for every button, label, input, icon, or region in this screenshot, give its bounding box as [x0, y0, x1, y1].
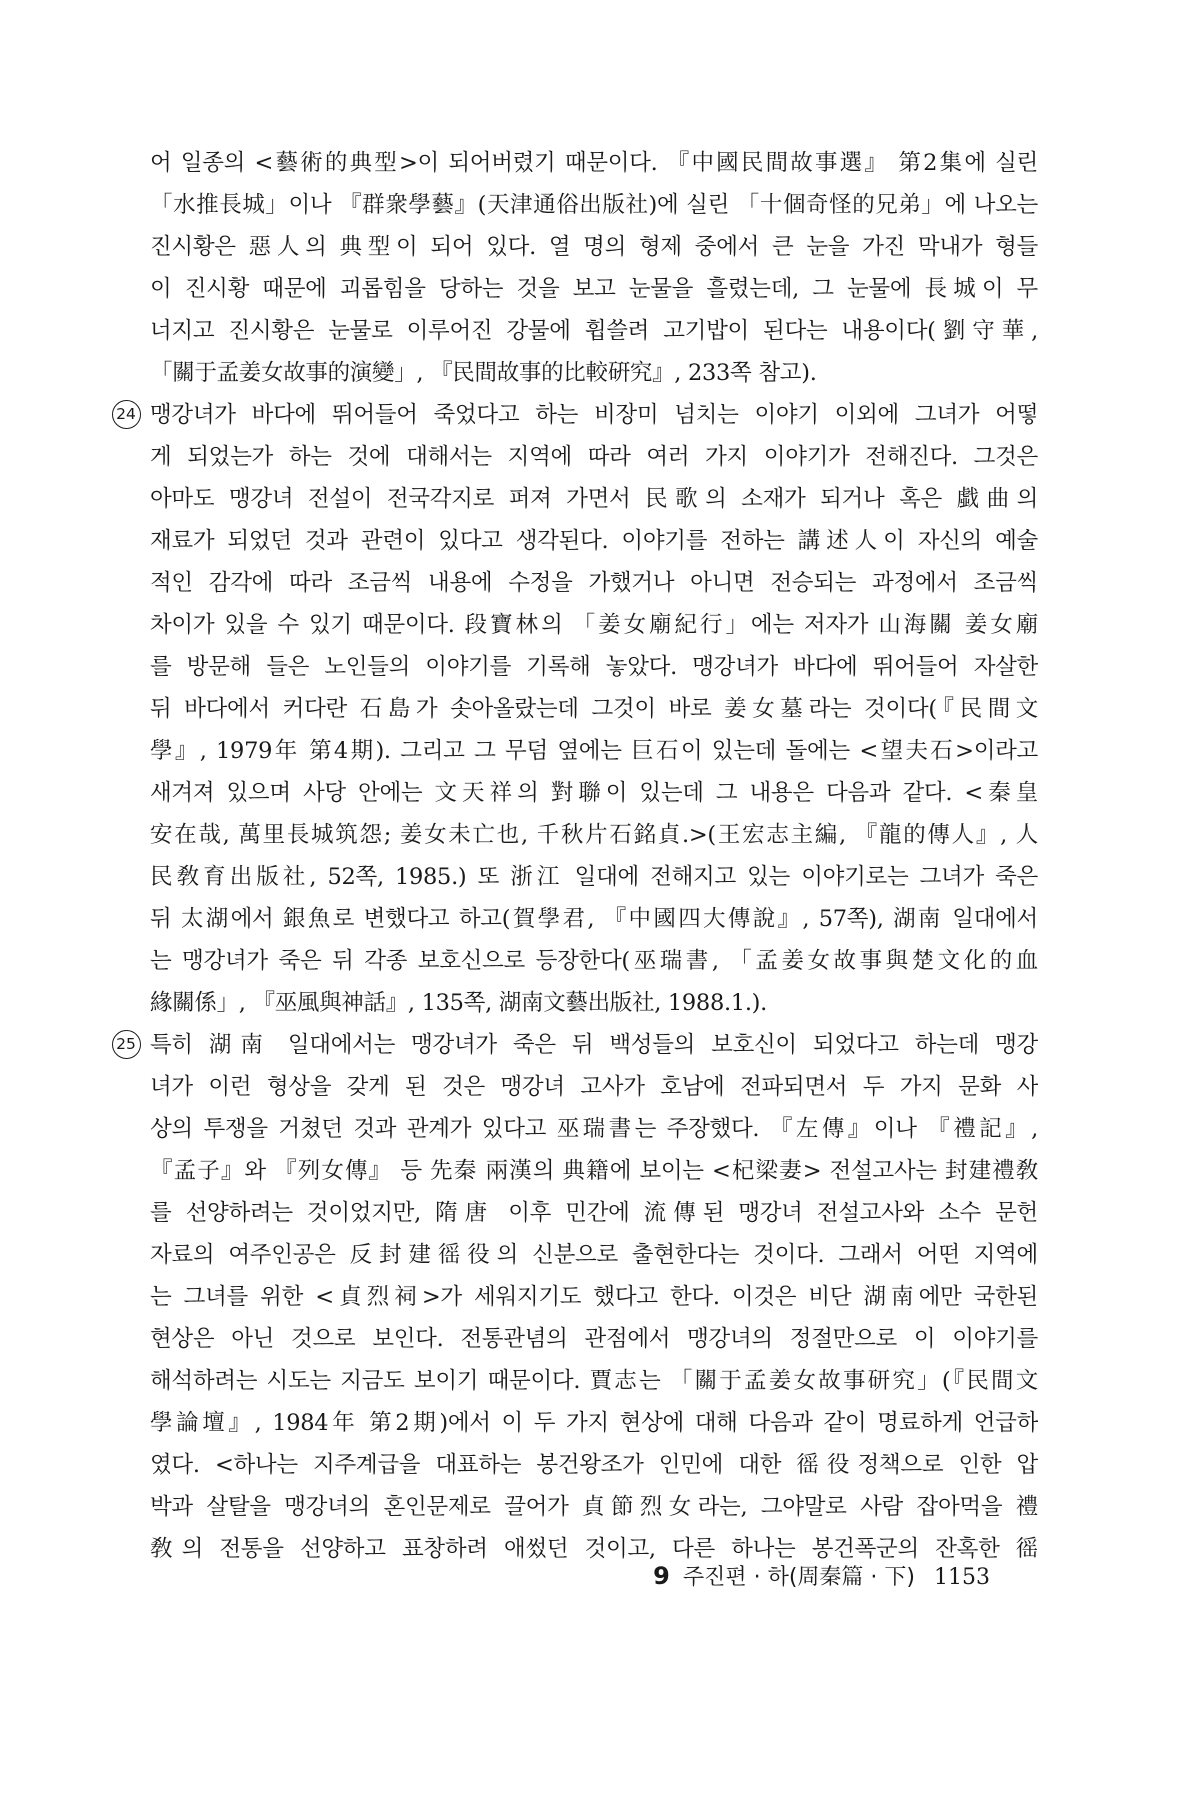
text-line: 緣關係」, 『巫風與神話』, 135쪽, 湖南文藝出版社, 1988.1.). — [150, 990, 768, 1016]
text-line: 安在哉, 萬里長城筑怨; 姜女未亡也, 千秋片石銘貞.>(王宏志主編, 『龍的傳人』, 人 — [150, 822, 1038, 848]
text-line: 였다. <하나는 지주계급을 대표하는 봉건왕조가 인민에 대한 徭役정책으로 인한 압 — [150, 1452, 1038, 1478]
text-line: 재료가 되었던 것과 관련이 있다고 생각된다. 이야기를 전하는 講述人이 자신의 예술 — [150, 528, 1038, 554]
note-number-25 — [110, 1024, 142, 1066]
text-line: 박과 살탈을 맹강녀의 혼인문제로 끌어가 貞節烈女라는, 그야말로 사람 잡아먹을 禮 — [150, 1494, 1038, 1520]
text-line: 어 일종의 <藝術的典型>이 되어버렸기 때문이다. 『中國民間故事選』 第2集에 실린 — [150, 150, 1038, 176]
text-line: 學』, 1979年 第4期). 그리고 그 무덤 옆에는 巨石이 있는데 돌에는 <望夫石>이라고 — [150, 738, 1038, 764]
text-line: 「水推長城」이나 『群衆學藝』(天津通俗出版社)에 실린 「十個奇怪的兄弟」에 나오는 — [150, 192, 1038, 218]
continued-note — [150, 142, 1038, 394]
text-line: 民敎育出版社, 52쪽, 1985.) 또 浙江 일대에 전해지고 있는 이야기로는 그녀가 죽은 — [150, 864, 1038, 890]
note-number-24 — [110, 394, 142, 436]
text-line: 맹강녀가 바다에 뛰어들어 죽었다고 하는 비장미 넘치는 이야기 이외에 그녀가 어떻 — [150, 402, 1038, 428]
chapter-title: 주진편 · 하(周秦篇 · 下) — [682, 1565, 915, 1590]
text-line: 는 그녀를 위한 <貞烈祠>가 세워지기도 했다고 한다. 이것은 비단 湖南에만 국한된 — [150, 1284, 1038, 1310]
text-line: 상의 투쟁을 거쳤던 것과 관계가 있다고 巫瑞書는 주장했다. 『左傳』이나 『禮記』, — [150, 1116, 1038, 1142]
text-line: 를 방문해 들은 노인들의 이야기를 기록해 놓았다. 맹강녀가 바다에 뛰어들어 자살한 — [150, 654, 1038, 680]
text-line: 를 선양하려는 것이었지만, 隋唐 이후 민간에 流傳된 맹강녀 전설고사와 소수 문헌 — [150, 1200, 1038, 1226]
text-line: 學論壇』, 1984年 第2期)에서 이 두 가지 현상에 대해 다음과 같이 명료하게 언급하 — [150, 1410, 1038, 1436]
text-line: 는 맹강녀가 죽은 뒤 각종 보호신으로 등장한다(巫瑞書, 「孟姜女故事與楚文化的血 — [150, 948, 1038, 974]
page-number: 1153 — [934, 1565, 990, 1590]
text-line: 너지고 진시황은 눈물로 이루어진 강물에 휩쓸려 고기밥이 된다는 내용이다(劉守華, — [150, 318, 1038, 344]
text-line: 뒤 太湖에서 銀魚로 변했다고 하고(賀學君, 『中國四大傳說』, 57쪽), 湖南 일대에서 — [150, 906, 1038, 932]
text-line: 현상은 아닌 것으로 보인다. 전통관념의 관점에서 맹강녀의 정절만으로 이 이야기를 — [150, 1326, 1038, 1352]
text-line: 해석하려는 시도는 지금도 보이기 때문이다. 賈志는 「關于孟姜女故事研究」(『民間文 — [150, 1368, 1038, 1394]
text-line: 차이가 있을 수 있기 때문이다. 段寶林의 「姜女廟紀行」에는 저자가 山海關 姜女廟 — [150, 612, 1038, 638]
circled-number-icon: 25 — [112, 1030, 141, 1059]
text-line: 이 진시황 때문에 괴롭힘을 당하는 것을 보고 눈물을 흘렸는데, 그 눈물에 長城이 무 — [150, 276, 1038, 302]
text-line: 새겨져 있으며 사당 안에는 文天祥의 對聯이 있는데 그 내용은 다음과 같다. <秦皇 — [150, 780, 1038, 806]
text-line: 敎의 전통을 선양하고 표창하려 애썼던 것이고, 다른 하나는 봉건폭군의 잔혹한 徭 — [150, 1536, 1038, 1562]
text-line: 진시황은 惡人의 典型이 되어 있다. 열 명의 형제 중에서 큰 눈을 가진 막내가 형들 — [150, 234, 1038, 260]
body-text — [116, 142, 1038, 1570]
chapter-number: 9 — [653, 1562, 670, 1590]
text-line: 뒤 바다에서 커다란 石島가 솟아올랐는데 그것이 바로 姜女墓라는 것이다(『民間文 — [150, 696, 1038, 722]
circled-number-icon: 24 — [112, 400, 141, 429]
text-line: 게 되었는가 하는 것에 대해서는 지역에 따라 여러 가지 이야기가 전해진다. 그것은 — [150, 444, 1038, 470]
text-line: 「關于孟姜女故事的演變」, 『民間故事的比較硏究』, 233쪽 참고). — [150, 360, 817, 386]
text-line: 특히 湖南 일대에서는 맹강녀가 죽은 뒤 백성들의 보호신이 되었다고 하는데 맹강 — [150, 1032, 1038, 1058]
footnote-25 — [116, 1024, 1038, 1570]
text-line: 아마도 맹강녀 전설이 전국각지로 퍼져 가면서 民歌의 소재가 되거나 혹은 戱曲의 — [150, 486, 1038, 512]
text-line: 『孟子』와 『列女傳』 등 先秦 兩漢의 典籍에 보이는 <杞梁妻> 전설고사는 封建禮敎 — [150, 1158, 1038, 1184]
text-line: 자료의 여주인공은 反封建徭役의 신분으로 출현한다는 것이다. 그래서 어떤 지역에 — [150, 1242, 1038, 1268]
text-line: 적인 감각에 따라 조금씩 내용에 수정을 가했거나 아니면 전승되는 과정에서 조금씩 — [150, 570, 1038, 596]
page-footer — [653, 1555, 990, 1597]
text-line: 녀가 이런 형상을 갖게 된 것은 맹강녀 고사가 호남에 전파되면서 두 가지 문화 사 — [150, 1074, 1038, 1100]
footnote-24 — [116, 394, 1038, 1024]
